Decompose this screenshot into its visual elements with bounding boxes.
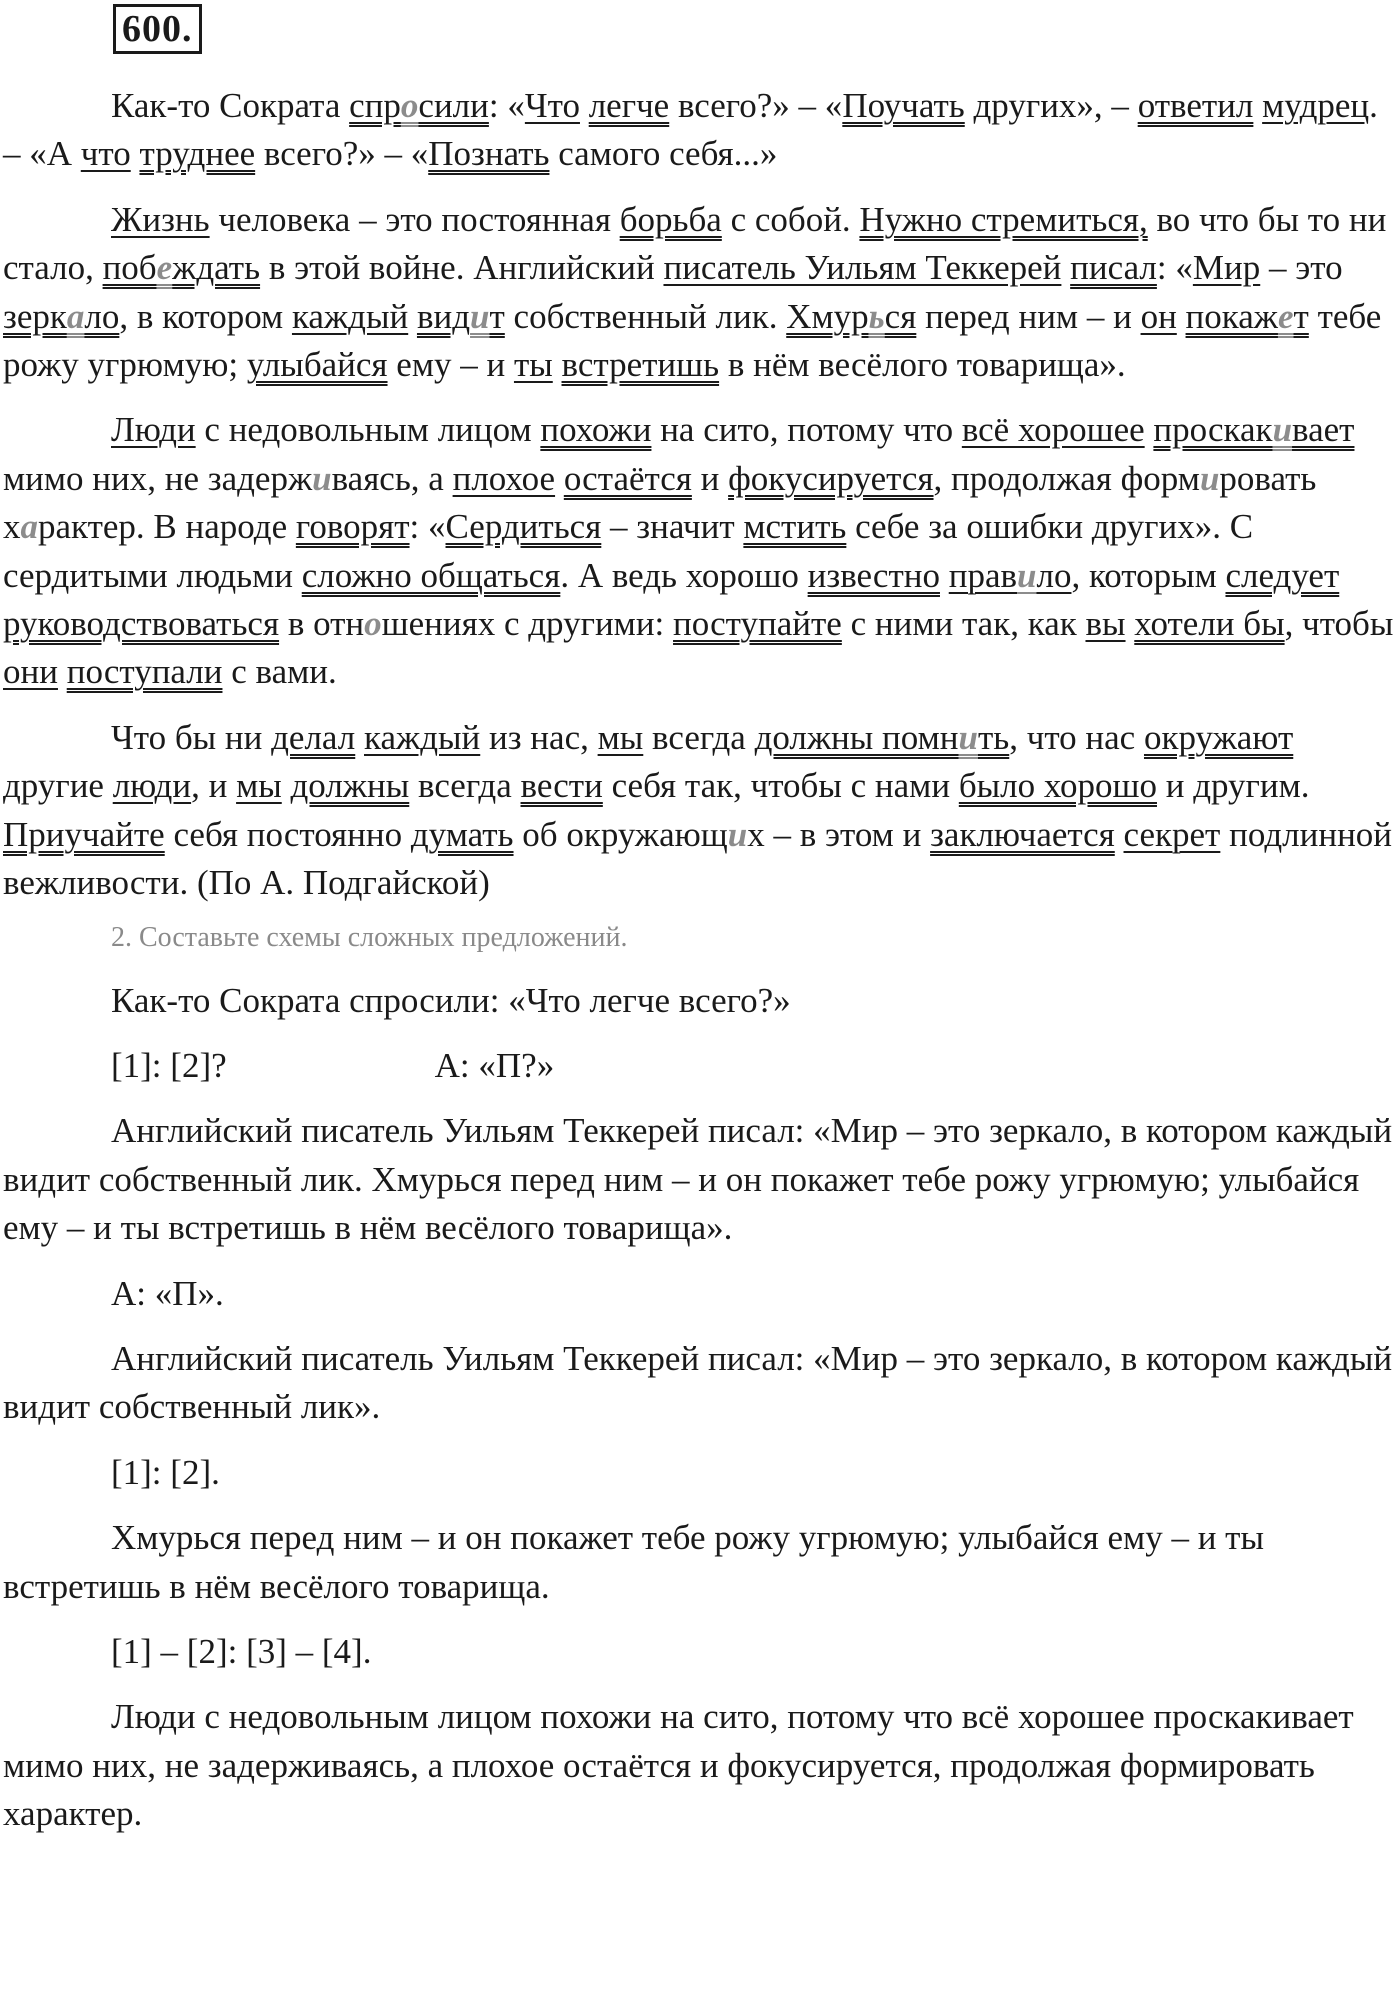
annotated-word: и — [470, 296, 490, 336]
annotated-word: остаётся — [563, 458, 692, 498]
annotated-word: мы — [236, 766, 282, 806]
annotated-word: о — [400, 86, 419, 125]
annotated-word: борьба — [619, 199, 722, 239]
annotated-word: спр — [349, 86, 401, 125]
text-run: всегда — [409, 766, 521, 806]
text-run: и другим. — [1156, 766, 1310, 806]
annotated-word: прав — [948, 555, 1018, 595]
text-run: , продолжая форм — [933, 458, 1200, 498]
annotated-word: Сердиться — [445, 507, 602, 547]
text-run: : « — [488, 86, 525, 125]
text-run: в нём весёлого товарища». — [719, 345, 1126, 385]
text-run: . – «А — [3, 86, 1378, 174]
text-run: и — [691, 458, 729, 498]
text-run: из нас, — [480, 717, 598, 757]
annotated-word: мудрец — [1262, 86, 1370, 125]
exercise-body — [3, 82, 1397, 1856]
annotated-word: труднее — [139, 134, 256, 174]
sentence-3: Английский писатель Уильям Теккерей писал: «Мир – это зеркало, в котором каждый видит собственный лик». — [3, 1338, 1393, 1427]
schema-4: [1] – [2]: [3] – [4]. — [111, 1631, 372, 1671]
text-run — [355, 718, 364, 757]
annotated-word: и — [1199, 458, 1220, 498]
text-run: : « — [409, 507, 446, 547]
sentence-2: Английский писатель Уильям Теккерей писал: «Мир – это зеркало, в котором каждый видит собственный лик. Хмурься перед ним – и он покажет тебе рожу угрюмую; улыбайся ему – и ты встретишь в нём весёлого товарища». — [3, 1111, 1393, 1248]
annotated-word: зерк — [3, 296, 67, 336]
annotated-word: поступайте — [673, 604, 842, 644]
text-run: всего?» – « — [669, 86, 843, 125]
text-run: всегда — [643, 717, 755, 757]
annotated-word: и — [958, 717, 978, 757]
annotated-word: ответил — [1137, 86, 1254, 125]
annotated-word: и — [1017, 555, 1037, 595]
text-run: тебе рожу угрюмую; — [3, 296, 1382, 385]
paragraph-1 — [3, 82, 1397, 179]
text-run: себе за ошибки других». С сердитыми людьми — [3, 507, 1254, 595]
text-run — [1177, 297, 1186, 336]
schema-1-letters: А: «П?» — [434, 1045, 555, 1085]
annotated-word: он — [1140, 296, 1177, 336]
annotated-word: улыбайся — [246, 345, 388, 385]
annotated-word: люди — [112, 766, 192, 806]
sentence-5: Люди с недовольным лицом похожи на сито, потому что всё хорошее проскакивает мимо них, не задерживаясь, а плохое остаётся и фокусируется, продолжая формировать характер. — [3, 1697, 1354, 1834]
text-run: во что бы то ни стало, — [3, 199, 1387, 288]
annotated-word: всё хорошее — [961, 410, 1145, 450]
annotated-word: каждый — [291, 296, 409, 336]
text-run — [1115, 815, 1124, 854]
annotated-word: е — [1277, 296, 1294, 336]
task-instruction: 2. Составьте схемы сложных предложений. — [111, 921, 628, 953]
annotated-word: о — [364, 604, 382, 644]
text-run — [58, 652, 67, 691]
annotated-word: мы — [597, 717, 644, 757]
annotated-word: Жизнь — [111, 199, 210, 239]
annotated-word: а — [66, 296, 85, 336]
text-run — [940, 556, 949, 595]
text-run: всего?» – « — [255, 134, 429, 174]
annotated-word: было хорошо — [958, 766, 1157, 806]
text-run: в этой войне. Английский — [260, 248, 664, 288]
text-run: рактер. В народе — [38, 507, 296, 547]
text-run: Как-то Сократа — [111, 86, 350, 125]
text-run: с вами. — [222, 652, 337, 692]
text-run: , которым — [1071, 555, 1226, 595]
annotated-word: и — [727, 814, 748, 854]
schema-2: А: «П». — [111, 1273, 224, 1313]
sentence-1: Как-то Сократа спросили: «Что легче всего?» — [111, 980, 791, 1020]
annotated-word: Хмур — [786, 296, 869, 336]
annotated-word: вает — [1292, 410, 1355, 450]
text-run: другие — [3, 766, 113, 806]
text-run: себя постоянно — [164, 814, 411, 854]
annotated-word: ло — [1036, 555, 1072, 595]
annotated-word: легче — [588, 86, 670, 125]
annotated-word: вести — [520, 766, 603, 806]
text-run: перед ним – и — [916, 296, 1141, 336]
annotated-word: должны помн — [754, 717, 959, 757]
annotated-word: сили — [418, 86, 489, 125]
annotated-word: заключается — [930, 814, 1115, 854]
schema-3: [1]: [2]. — [111, 1452, 220, 1492]
sentence-4: Хмурься перед ним – и он покажет тебе рожу угрюмую; улыбайся ему – и ты встретишь в нём весёлого товарища. — [3, 1518, 1264, 1606]
annotated-word: фокусируется — [728, 458, 934, 498]
annotated-word: вид — [416, 296, 471, 336]
text-run — [580, 86, 589, 125]
text-run: мимо них, не задерж — [3, 458, 313, 498]
text-run: ровать х — [3, 458, 1317, 547]
text-run: подлинной вежливости. (По А. Подгайской) — [3, 814, 1393, 903]
annotated-word: ты — [513, 345, 553, 385]
annotated-word: и — [1272, 410, 1293, 450]
text-run: самого себя...» — [549, 134, 778, 174]
annotated-word: говорят — [295, 507, 410, 547]
text-run: себя так, чтобы с нами — [602, 766, 959, 806]
text-run: ему – и — [387, 345, 514, 385]
annotated-word: Что — [524, 86, 580, 125]
annotated-word: Нужно стремиться, — [859, 199, 1148, 239]
text-run: . А ведь хорошо — [560, 555, 808, 595]
text-run: , и — [191, 766, 237, 806]
annotated-word: и — [312, 458, 332, 498]
text-run: – это — [1260, 248, 1343, 288]
annotated-word: поб — [102, 248, 157, 288]
annotated-word: сложно общаться — [301, 555, 561, 595]
text-run: об окружающ — [513, 814, 728, 854]
text-run: человека – это постоянная — [209, 199, 620, 239]
annotated-word: вы — [1085, 604, 1126, 644]
text-run: х – в этом и — [747, 814, 931, 854]
annotated-word: должны — [290, 766, 410, 806]
annotated-word: похожи — [540, 410, 652, 450]
annotated-word: Познать — [428, 134, 550, 174]
annotated-word: думать — [410, 814, 514, 854]
annotated-word: ть — [977, 717, 1010, 757]
text-run: : « — [1156, 248, 1193, 288]
text-run — [553, 345, 562, 384]
annotated-word: Поучать — [842, 86, 965, 125]
annotated-word: следует руководствоваться — [3, 555, 1340, 644]
annotated-word: встретишь — [561, 345, 720, 385]
text-run — [282, 766, 291, 805]
schema-1 — [3, 1042, 1397, 1090]
paragraph-2 — [3, 196, 1397, 390]
annotated-word: окружают — [1143, 717, 1294, 757]
text-run: других», – — [964, 86, 1138, 125]
annotated-word: каждый — [364, 717, 481, 757]
annotated-word: проскак — [1153, 410, 1273, 450]
text-run: , чтобы — [1284, 604, 1394, 644]
text-run: – значит — [601, 507, 744, 547]
annotated-word: ь — [868, 296, 885, 336]
text-run — [1126, 604, 1135, 643]
text-run — [1253, 86, 1262, 125]
text-run: , в котором — [119, 296, 292, 336]
annotated-word: е — [156, 248, 173, 288]
annotated-word: Люди — [111, 410, 196, 450]
annotated-word: покаж — [1185, 296, 1278, 336]
annotated-word: хотели бы — [1134, 604, 1285, 644]
text-run: шениях с другими: — [381, 604, 674, 644]
annotated-word: Мир — [1192, 248, 1261, 288]
exercise-number: 600. — [113, 4, 202, 54]
text-run: ваясь, а — [331, 458, 453, 498]
annotated-word: мстить — [743, 507, 847, 547]
annotated-word: что — [80, 134, 131, 174]
text-run: собственный лик. — [504, 296, 787, 336]
paragraph-4 — [3, 714, 1397, 908]
annotated-word: плохое — [452, 458, 556, 498]
annotated-word: Приучайте — [3, 814, 165, 854]
paragraph-3 — [3, 406, 1397, 696]
annotated-word: писатель Уильям Теккерей — [663, 248, 1062, 288]
annotated-word: т — [489, 296, 505, 336]
annotated-word: т — [1293, 296, 1309, 336]
text-run: в отн — [279, 604, 365, 644]
text-run — [555, 459, 564, 498]
text-run: с собой. — [721, 199, 860, 239]
text-run: , что нас — [1009, 717, 1144, 757]
annotated-word: делал — [271, 717, 356, 757]
text-run — [1061, 248, 1070, 287]
annotated-word: известно — [807, 555, 940, 595]
schema-1-brackets: [1]: [2]? — [111, 1045, 227, 1085]
annotated-word: ся — [884, 296, 917, 336]
annotated-word: ждать — [172, 248, 261, 288]
text-run — [408, 297, 417, 336]
text-run: с ними так, как — [841, 604, 1086, 644]
annotated-word: а — [20, 507, 38, 547]
annotated-word: секрет — [1123, 814, 1221, 854]
annotated-word: они — [3, 652, 58, 692]
annotated-word: поступали — [66, 652, 223, 692]
annotated-word: ло — [84, 296, 120, 336]
text-run: с недовольным лицом — [195, 410, 541, 450]
text-run: Что бы ни — [111, 717, 272, 757]
text-run: на сито, потому что — [651, 410, 962, 450]
annotated-word: писал — [1070, 248, 1157, 288]
